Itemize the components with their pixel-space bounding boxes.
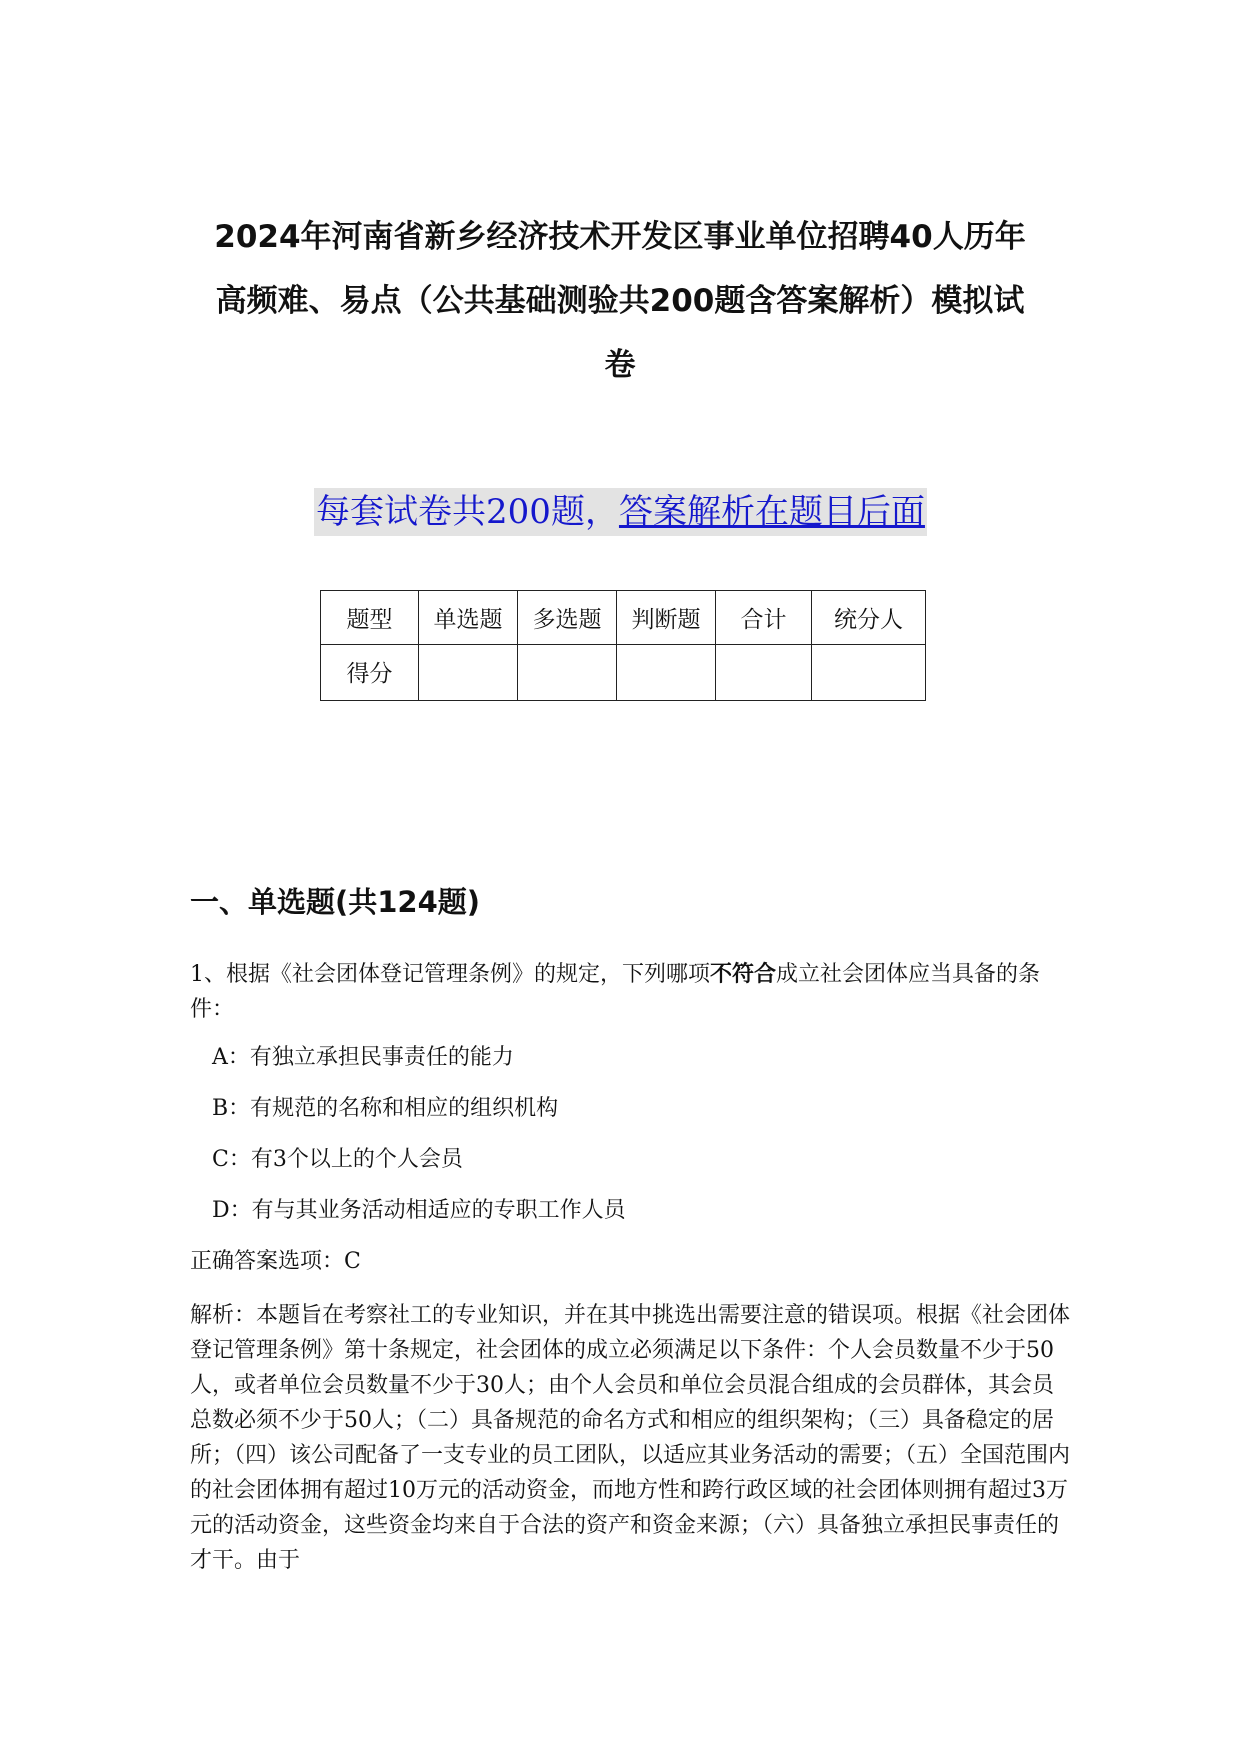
score-table-header-row (321, 591, 926, 645)
option-b: B：有规范的名称和相应的组织机构 (212, 1096, 559, 1121)
score-table-score-row (321, 645, 926, 701)
banner-row (0, 488, 1241, 536)
header-cell-total: 合计 (716, 591, 812, 645)
score-cell-scorer[interactable] (812, 645, 926, 701)
header-cell-type: 题型 (321, 591, 419, 645)
correct-answer: 正确答案选项：C (190, 1249, 361, 1274)
question-emphasis: 不符合 (710, 962, 777, 987)
question-text-before: 1、根据《社会团体登记管理条例》的规定，下列哪项 (190, 962, 710, 987)
title-line-3: 卷 (604, 347, 636, 383)
answer-analysis: 解析：本题旨在考察社工的专业知识，并在其中挑选出需要注意的错误项。根据《社会团体登记管理条例》第十条规定，社会团体的成立必须满足以下条件：个人会员数量不少于50人，或者单位会员数量不少于30人；由个人会员和单位会员混合组成的会员群体，其会员总数必须不少于50人；（二）具备规范的命名方式和相应的组织架构；（三）具备稳定的居所；（四）该公司配备了一支专业的员工团队，以适应其业务活动的需要；（五）全国范围内的社会团体拥有超过10万元的活动资金，而地方性和跨行政区域的社会团体则拥有超过3万元的活动资金，这些资金均来自于合法的资产和资金来源；（六）具备独立承担民事责任的才干。由于 (190, 1303, 1071, 1573)
option-a: A：有独立承担民事责任的能力 (212, 1045, 514, 1070)
section-heading: 一、单选题(共124题) (190, 885, 481, 919)
banner (314, 488, 927, 536)
option-c: C：有3个以上的个人会员 (212, 1147, 463, 1172)
answer-location-link[interactable]: 答案解析在题目后面 (618, 492, 925, 532)
header-cell-judge: 判断题 (617, 591, 716, 645)
score-row-label: 得分 (321, 645, 419, 701)
question-text-after: 成立社会团体应当具备的条件： (190, 962, 1041, 1022)
score-cell-total[interactable] (716, 645, 812, 701)
score-cell-multi[interactable] (518, 645, 617, 701)
document-title (180, 205, 1060, 397)
header-cell-multi: 多选题 (518, 591, 617, 645)
header-cell-scorer: 统分人 (812, 591, 926, 645)
score-cell-judge[interactable] (617, 645, 716, 701)
score-table (320, 590, 926, 701)
header-cell-single: 单选题 (419, 591, 518, 645)
banner-prefix: 每套试卷共200题， (316, 492, 619, 532)
option-d: D：有与其业务活动相适应的专职工作人员 (212, 1198, 626, 1223)
score-cell-single[interactable] (419, 645, 518, 701)
title-line-2: 高频难、易点（公共基础测验共200题含答案解析）模拟试 (215, 283, 1025, 319)
question-text (190, 957, 1070, 1027)
title-line-1: 2024年河南省新乡经济技术开发区事业单位招聘40人历年 (214, 219, 1026, 255)
